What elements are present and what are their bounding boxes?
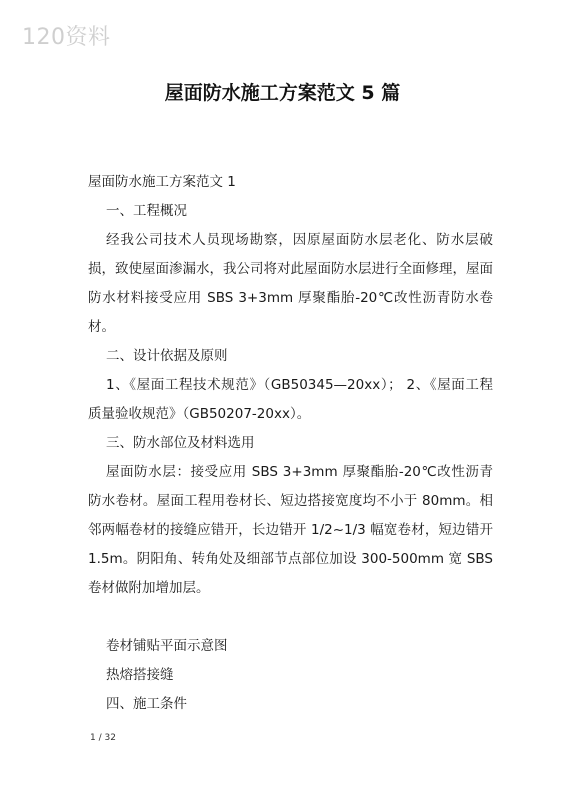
section-heading-materials: 三、防水部位及材料选用 <box>106 435 255 451</box>
paragraph-standards: 1、《屋面工程技术规范》（GB50345—20xx）； 2、《屋面工程质量验收规范》（GB50207-20xx）。 <box>88 377 493 422</box>
figure-sub-label: 热熔搭接缝 <box>106 667 174 683</box>
section-heading-design-basis: 二、设计依据及原则 <box>106 348 228 364</box>
article-heading: 屋面防水施工方案范文 1 <box>88 174 236 190</box>
section-heading-overview: 一、工程概况 <box>106 203 187 219</box>
figure-caption: 卷材铺贴平面示意图 <box>106 638 228 654</box>
watermark: 120资料 <box>22 25 111 50</box>
document-body <box>88 168 493 719</box>
section-heading-conditions: 四、施工条件 <box>106 696 187 712</box>
page-number: 1 / 32 <box>90 733 116 743</box>
spacer <box>88 603 493 632</box>
document-title: 屋面防水施工方案范文 5 篇 <box>164 82 401 104</box>
paragraph-materials: 屋面防水层：接受应用 SBS 3+3mm 厚聚酯胎-20℃改性沥青防水卷材。屋面工程用卷材长、短边搭接宽度均不小于 80mm。相邻两幅卷材的接缝应错开，长边错开 1/2~1/3 幅宽卷材，短边错开 1.5m。阴阳角、转角处及细部节点部位加设 300-500mm 宽 SBS 卷材做附加增加层。 <box>88 464 493 596</box>
paragraph-overview: 经我公司技术人员现场勘察，因原屋面防水层老化、防水层破损，致使屋面渗漏水，我公司将对此屋面防水层进行全面修理，屋面防水材料接受应用 SBS 3+3mm 厚聚酯胎-20℃改性沥青防水卷材。 <box>88 232 493 335</box>
